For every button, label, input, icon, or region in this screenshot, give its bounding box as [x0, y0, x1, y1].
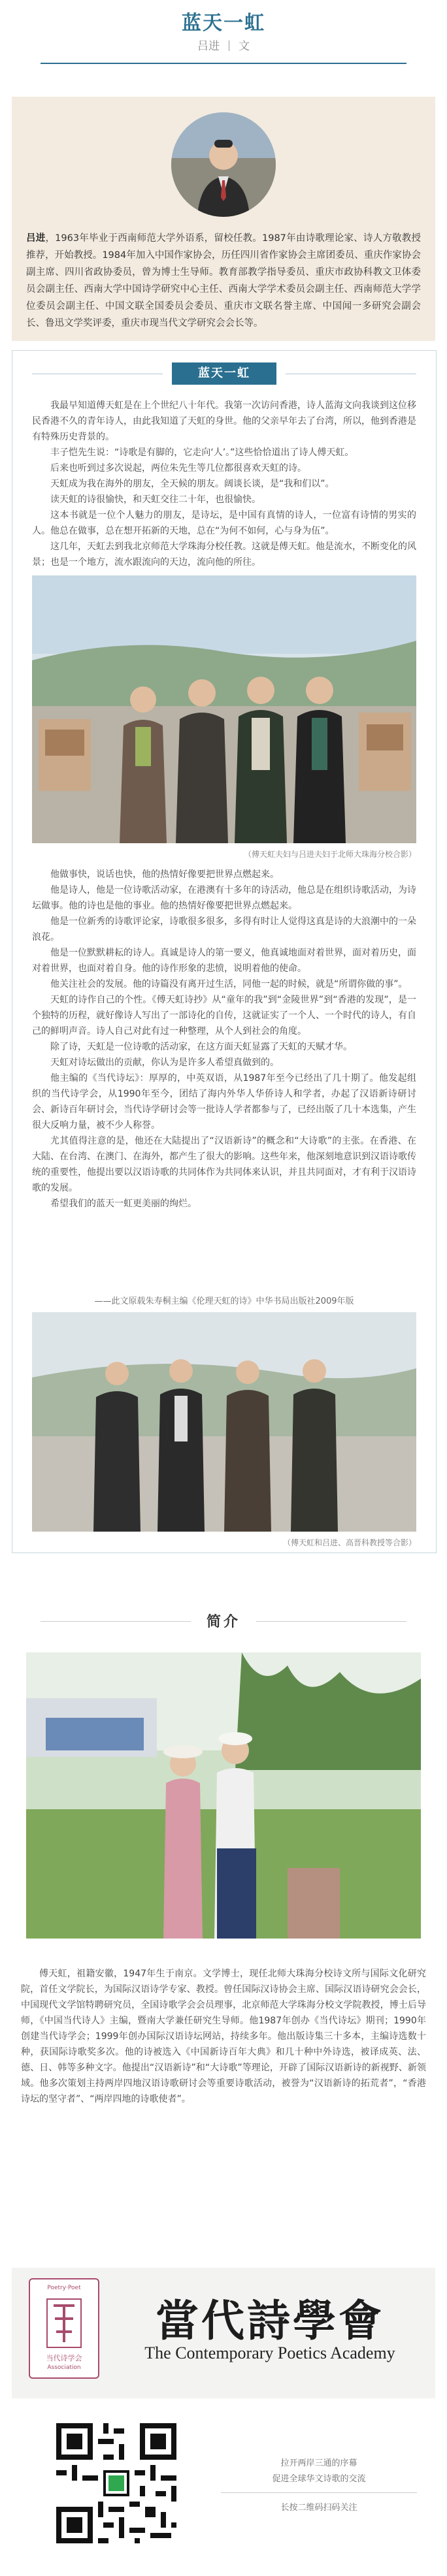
- academy-name-cn: 當代詩學會: [156, 2295, 384, 2346]
- essay-paragraph: 尤其值得注意的是，他还在大陆提出了“汉语新诗”的概念和“大诗歌”的主张。在香港、在大陆、在台湾、在澳门、在海外，都产生了很大的影响。这些年来，他深刻地意识到汉语诗歌传统的重要性，他提出要以汉语诗歌的共同体作为共同体来认识，并且共同面对，才有利于汉语诗歌的发展。: [32, 1136, 416, 1193]
- author-bio-text: ，1963年毕业于西南师范大学外语系，留校任教。1987年由诗歌理论家、诗人方敬教授推荐，开始教授。1984年加入中国作家协会，历任四川省作家协会主席团委员、重庆作家协会副主席、四川省政协委员，曾为博士生导师。教育部教学指导委员、重庆市政协科教文卫体委员会副主任、西南大学中国诗学研究中心主任、西南大学学术委员会副主任、西南师范大学学位委员会副主任、中国文联全国委员会委员、重庆市文联名誉主席、中国闻一多研究会副会长、鲁迅文学奖评委，重庆市现当代文学研究会会长等。: [26, 233, 421, 329]
- author-card: [12, 97, 435, 341]
- source-note: ——此文原载朱寿桐主编《伦理天虹的诗》中华书局出版社2009年版: [94, 1296, 354, 1306]
- article-title: 蓝天一虹: [182, 12, 265, 35]
- essay-paragraph: 丰子恺先生说：“诗歌是有脚的，它走向‘人’。”这些恰恰道出了诗人傅天虹。: [50, 447, 354, 458]
- intro-photo: [26, 1652, 421, 1939]
- essay-paragraph: 除了诗，天虹是一位诗歌的活动家，在这方面天虹显露了天虹的天赋才华。: [50, 1042, 352, 1052]
- essay-paragraph: 他是一位默默耕耘的诗人。真诚是诗人的第一要义，他真诚地面对着世界，面对着历史，面对着世界，也面对着自身。他的诗作形象的悲愤，说明着他的使命。: [32, 948, 416, 974]
- essay-paragraph: 后来也听到过多次说起，两位朱先生等几位都很喜欢天虹的诗。: [50, 463, 306, 474]
- essay-paragraph: 天虹成为我在海外的朋友，全天候的朋友。阔谈长谈，是“我和们以”。: [50, 479, 335, 489]
- intro-paragraph: 傅天虹，祖籍安徽，1947年生于南京。文学博士，现任北师大珠海分校诗文所与国际文化研究院，首任文学院长，为国际汉语诗学专家、教授。曾任国际汉诗协会主席、国际汉语诗研究会会长，中国现代文学馆特聘研究员，全国诗歌学会会员理事，北京师范大学珠海分校文学院教授，博士后导师，《中国当代诗人》主编，暨南大学兼任研究生导师。他1987年创办《当代诗坛》期刊；1990年创建当代诗学会；1999年创办国际汉语诗坛网站，持续多年。他出版诗集三十多本，主编诗选数十种，获国际诗歌奖多次。他的诗被选入《中国新诗百年大典》和几十种中外诗选，被译成英、法、德、日、韩等多种文字。他提出“汉语新诗”和“大诗歌”等理论，开辟了国际汉语新诗的新视野、新领域。他多次策划主持两岸四地汉语诗歌研讨会等重要诗歌活动，被誉为“汉语新诗的拓荒者”，“香港诗坛的坚守者”、“两岸四地的诗歌使者”。: [21, 1969, 426, 2104]
- qr-slogan-2: 促进全球华文诗歌的交流: [272, 2474, 366, 2484]
- group-photo-2: [32, 1312, 416, 1532]
- essay-part-2: [32, 867, 416, 1212]
- essay-paragraph: 读天虹的诗很愉快，和天虹交往二十年，也很愉快。: [50, 494, 261, 505]
- seal-bottom-text: Association: [47, 2364, 81, 2371]
- intro-rule-right: [256, 1621, 406, 1622]
- essay-paragraph: 希望我们的蓝天一虹更美丽的绚烂。: [50, 1199, 197, 1209]
- seal-top-text: Poetry·Poet: [47, 2285, 81, 2291]
- essay-paragraph: 他主编的《当代诗坛》：厚厚的，中英双语，从1987年至今已经出了几十期了。他发起组织的当代诗学会，从1990年至今，团结了海内外华人华侨诗人和学者，办起了汉语新诗研讨会、新诗百年研讨会，当代诗学研讨会等一批诗人学者都参与了，已经出版了几十本选集，产生很大反响力量，被不少人称誉。: [32, 1073, 416, 1131]
- academy-seal: [29, 2278, 99, 2379]
- author-name: 吕进: [197, 40, 220, 53]
- essay-tag: 蓝天一虹: [172, 362, 276, 385]
- essay-box: [12, 350, 437, 1553]
- intro-title: 简介: [206, 1614, 240, 1630]
- photo-2-caption: （傅天虹和吕进、高晋科教授等合影）: [282, 1538, 416, 1547]
- author-bio: [26, 230, 421, 332]
- title-divider: [41, 63, 406, 64]
- photo-1-caption: （傅天虹夫妇与吕进夫妇于北师大珠海分校合影）: [243, 850, 416, 859]
- intro-text: [21, 1966, 426, 2107]
- essay-paragraph: 这本书就是一位个人魅力的朋友，是诗坛，是中国有真情的诗人，一位富有诗情的男实的人。他总在做事，总在想开拓新的天地，总在“为何不如何，心与身为伍”。: [32, 510, 416, 536]
- essay-paragraph: 他是一位新秀的诗歌评论家，诗歌很多很多，多得有时让人觉得这真是诗的大浪潮中的一朵浪花。: [32, 916, 416, 942]
- byline: [0, 37, 447, 53]
- genre-label: 文: [239, 40, 250, 53]
- essay-part-1: [32, 398, 416, 570]
- essay-paragraph: 他关注社会的发展。他的诗篇没有离开过生活，同他一起的时候，就是“所谓你做的事”。: [50, 979, 408, 990]
- qr-instruction: 长按二维码扫码关注: [280, 2503, 357, 2513]
- essay-paragraph: 我最早知道傅天虹是在上个世纪八十年代。我第一次访问香港，诗人蓝海文向我谈到这位移民香港不久的青年诗人，由此我知道了天虹的身世。他的父亲早年去了台湾，所以，他到香港是有特殊历史背景的。: [32, 400, 416, 442]
- qr-slogan-1: 拉开两岸三通的序幕: [280, 2458, 357, 2468]
- author-bio-name: 吕进: [26, 233, 46, 244]
- qr-divider: [221, 2492, 417, 2493]
- qr-section: [12, 2410, 435, 2567]
- essay-paragraph: 他是诗人，他是一位诗歌活动家，在港澳有十多年的诗活动，他总是在组织诗歌活动，为诗坛做事。他的诗也是他的事业。他的热情好像要把世界点燃起来。: [32, 885, 416, 911]
- essay-paragraph: 他做事快，说话也快，他的热情好像要把世界点燃起来。: [50, 869, 279, 880]
- seal-mid-text: 当代诗学会: [46, 2354, 82, 2362]
- author-portrait: [171, 112, 276, 217]
- academy-name-en: The Contemporary Poetics Academy: [144, 2343, 395, 2362]
- group-photo-1: [32, 575, 416, 843]
- academy-banner: [12, 2268, 435, 2398]
- essay-paragraph: 天虹对诗坛做出的贡献，你认为是许多人希望真做到的。: [50, 1057, 279, 1068]
- essay-paragraph: 天虹的诗作自己的个性。《傅天虹诗抄》从“童年的我”到“金陵世界”到“香港的发现”，是一个独特的历程，就好像诗人写出了一部诗化的自传，这就证实了一个人、一个时代的诗人，有自己的鲜明声音。诗人自己对此有过一种整理，从个人到社会的角度。: [32, 995, 416, 1037]
- qr-code-icon[interactable]: [51, 2418, 182, 2549]
- essay-paragraph: 这几年，天虹去到我北京师范大学珠海分校任教。这就是傅天虹。他是流水，不断变化的风景；也是一个地方，流水跟流向的天边，流向他的所往。: [32, 541, 416, 568]
